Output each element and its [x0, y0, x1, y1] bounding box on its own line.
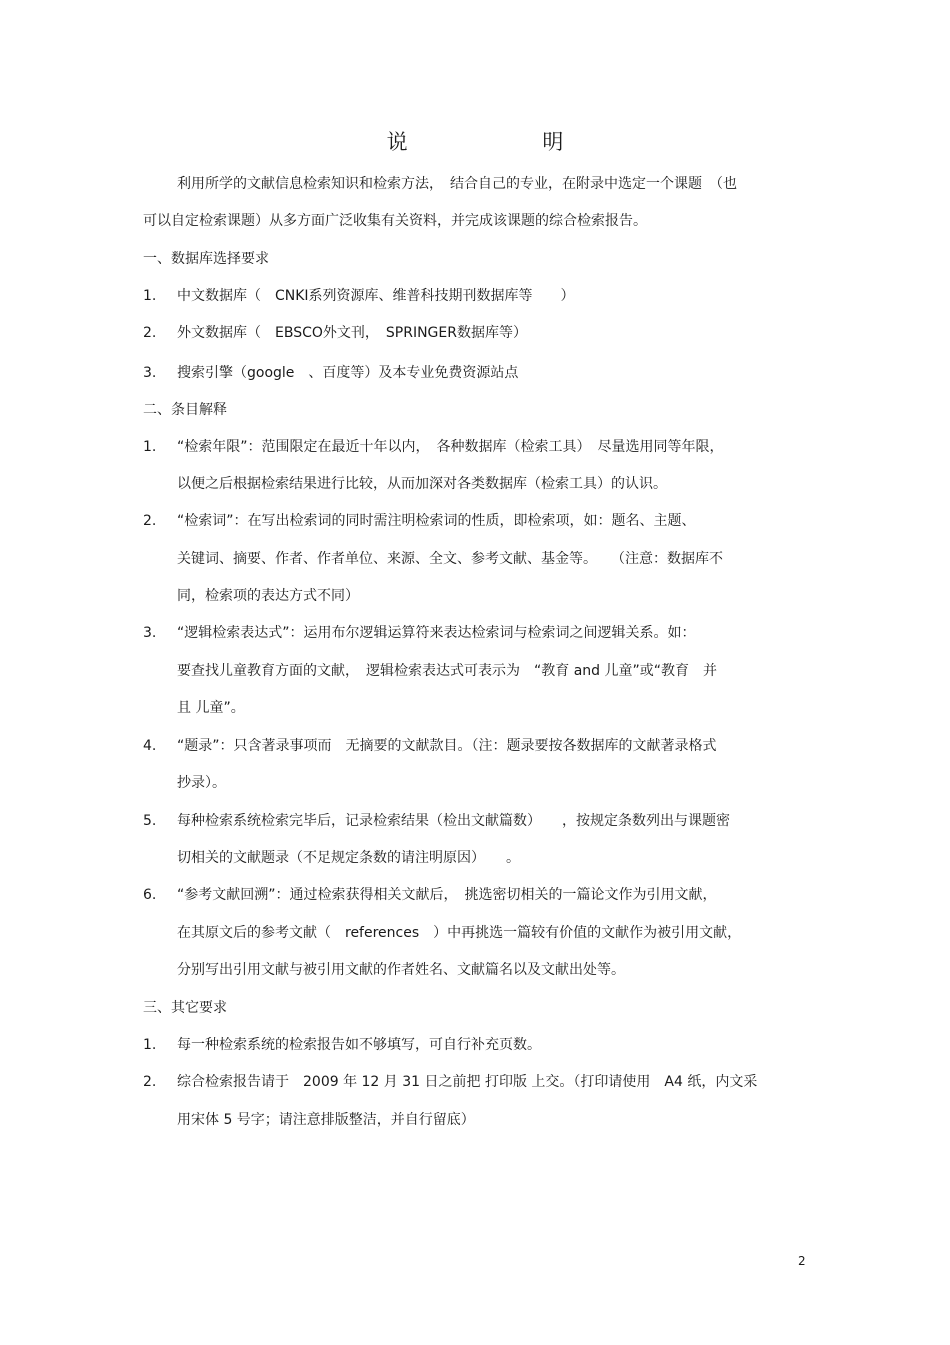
item-text: “参考文献回溯”：通过检索获得相关文献后， 挑选密切相关的一篇论文作为引用文献， — [177, 887, 717, 903]
item-number: 4. — [143, 738, 157, 754]
item-text: 每一种检索系统的检索报告如不够填写，可自行补充页数。 — [177, 1037, 541, 1053]
item-number: 1. — [143, 439, 157, 455]
item-number: 1. — [143, 288, 157, 304]
item-number: 3. — [143, 365, 157, 381]
item-number: 2. — [143, 1074, 157, 1090]
item-text: “题录”：只含著录事项而 无摘要的文献款目。（注：题录要按各数据库的文献著录格式 — [177, 738, 717, 754]
item-text: 搜索引擎（google 、百度等）及本专业免费资源站点 — [177, 365, 519, 381]
item-number: 5. — [143, 813, 157, 829]
section-heading-3: 三、其它要求 — [143, 1000, 227, 1016]
item-number: 2. — [143, 325, 157, 341]
page-title: 说 明 — [386, 130, 628, 154]
item-text: 切相关的文献题录（不足规定条数的请注明原因） 。 — [177, 850, 520, 866]
item-text: 分别写出引用文献与被引用文献的作者姓名、文献篇名以及文献出处等。 — [177, 962, 625, 978]
item-text: 同，检索项的表达方式不同） — [177, 588, 359, 604]
page-number: 2 — [798, 1254, 806, 1268]
item-number: 1. — [143, 1037, 157, 1053]
item-text: 用宋体 5 号字；请注意排版整洁，并自行留底） — [177, 1112, 475, 1128]
item-text: 每种检索系统检索完毕后，记录检索结果（检出文献篇数） ，按规定条数列出与课题密 — [177, 813, 730, 829]
item-text: 关键词、摘要、作者、作者单位、来源、全文、参考文献、基金等。 （注意：数据库不 — [177, 551, 723, 567]
item-number: 2. — [143, 513, 157, 529]
item-text: “逻辑检索表达式”：运用布尔逻辑运算符来表达检索词与检索词之间逻辑关系。如： — [177, 625, 696, 641]
item-text: 且 儿童”。 — [177, 700, 245, 716]
item-text: 抄录）。 — [177, 775, 226, 791]
item-text: 要查找儿童教育方面的文献， 逻辑检索表达式可表示为 “教育 and 儿童”或“教育 并 — [177, 663, 717, 679]
intro-line-1: 利用所学的文献信息检索知识和检索方法， 结合自己的专业，在附录中选定一个课题 （也 — [177, 176, 737, 192]
item-text: “检索年限”：范围限定在最近十年以内， 各种数据库（检索工具） 尽量选用同等年限， — [177, 439, 724, 455]
intro-line-2: 可以自定检索课题）从多方面广泛收集有关资料，并完成该课题的综合检索报告。 — [143, 213, 647, 229]
item-text: 以便之后根据检索结果进行比较，从而加深对各类数据库（检索工具）的认识。 — [177, 476, 667, 492]
item-text: 综合检索报告请于 2009 年 12 月 31 日之前把 打印版 上交。（打印请使用 A4 纸，内文采 — [177, 1074, 758, 1090]
item-number: 3. — [143, 625, 157, 641]
item-text: 在其原文后的参考文献（ references ）中再挑选一篇较有价值的文献作为被引用文献， — [177, 925, 742, 941]
section-heading-2: 二、条目解释 — [143, 402, 227, 418]
item-text: 外文数据库（ EBSCO外文刊， SPRINGER数据库等） — [177, 325, 527, 341]
item-text: 中文数据库（ CNKI系列资源库、维普科技期刊数据库等 ） — [177, 288, 575, 304]
section-heading-1: 一、数据库选择要求 — [143, 251, 269, 267]
item-text: “检索词”：在写出检索词的同时需注明检索词的性质，即检索项，如：题名、主题、 — [177, 513, 696, 529]
item-number: 6. — [143, 887, 157, 903]
